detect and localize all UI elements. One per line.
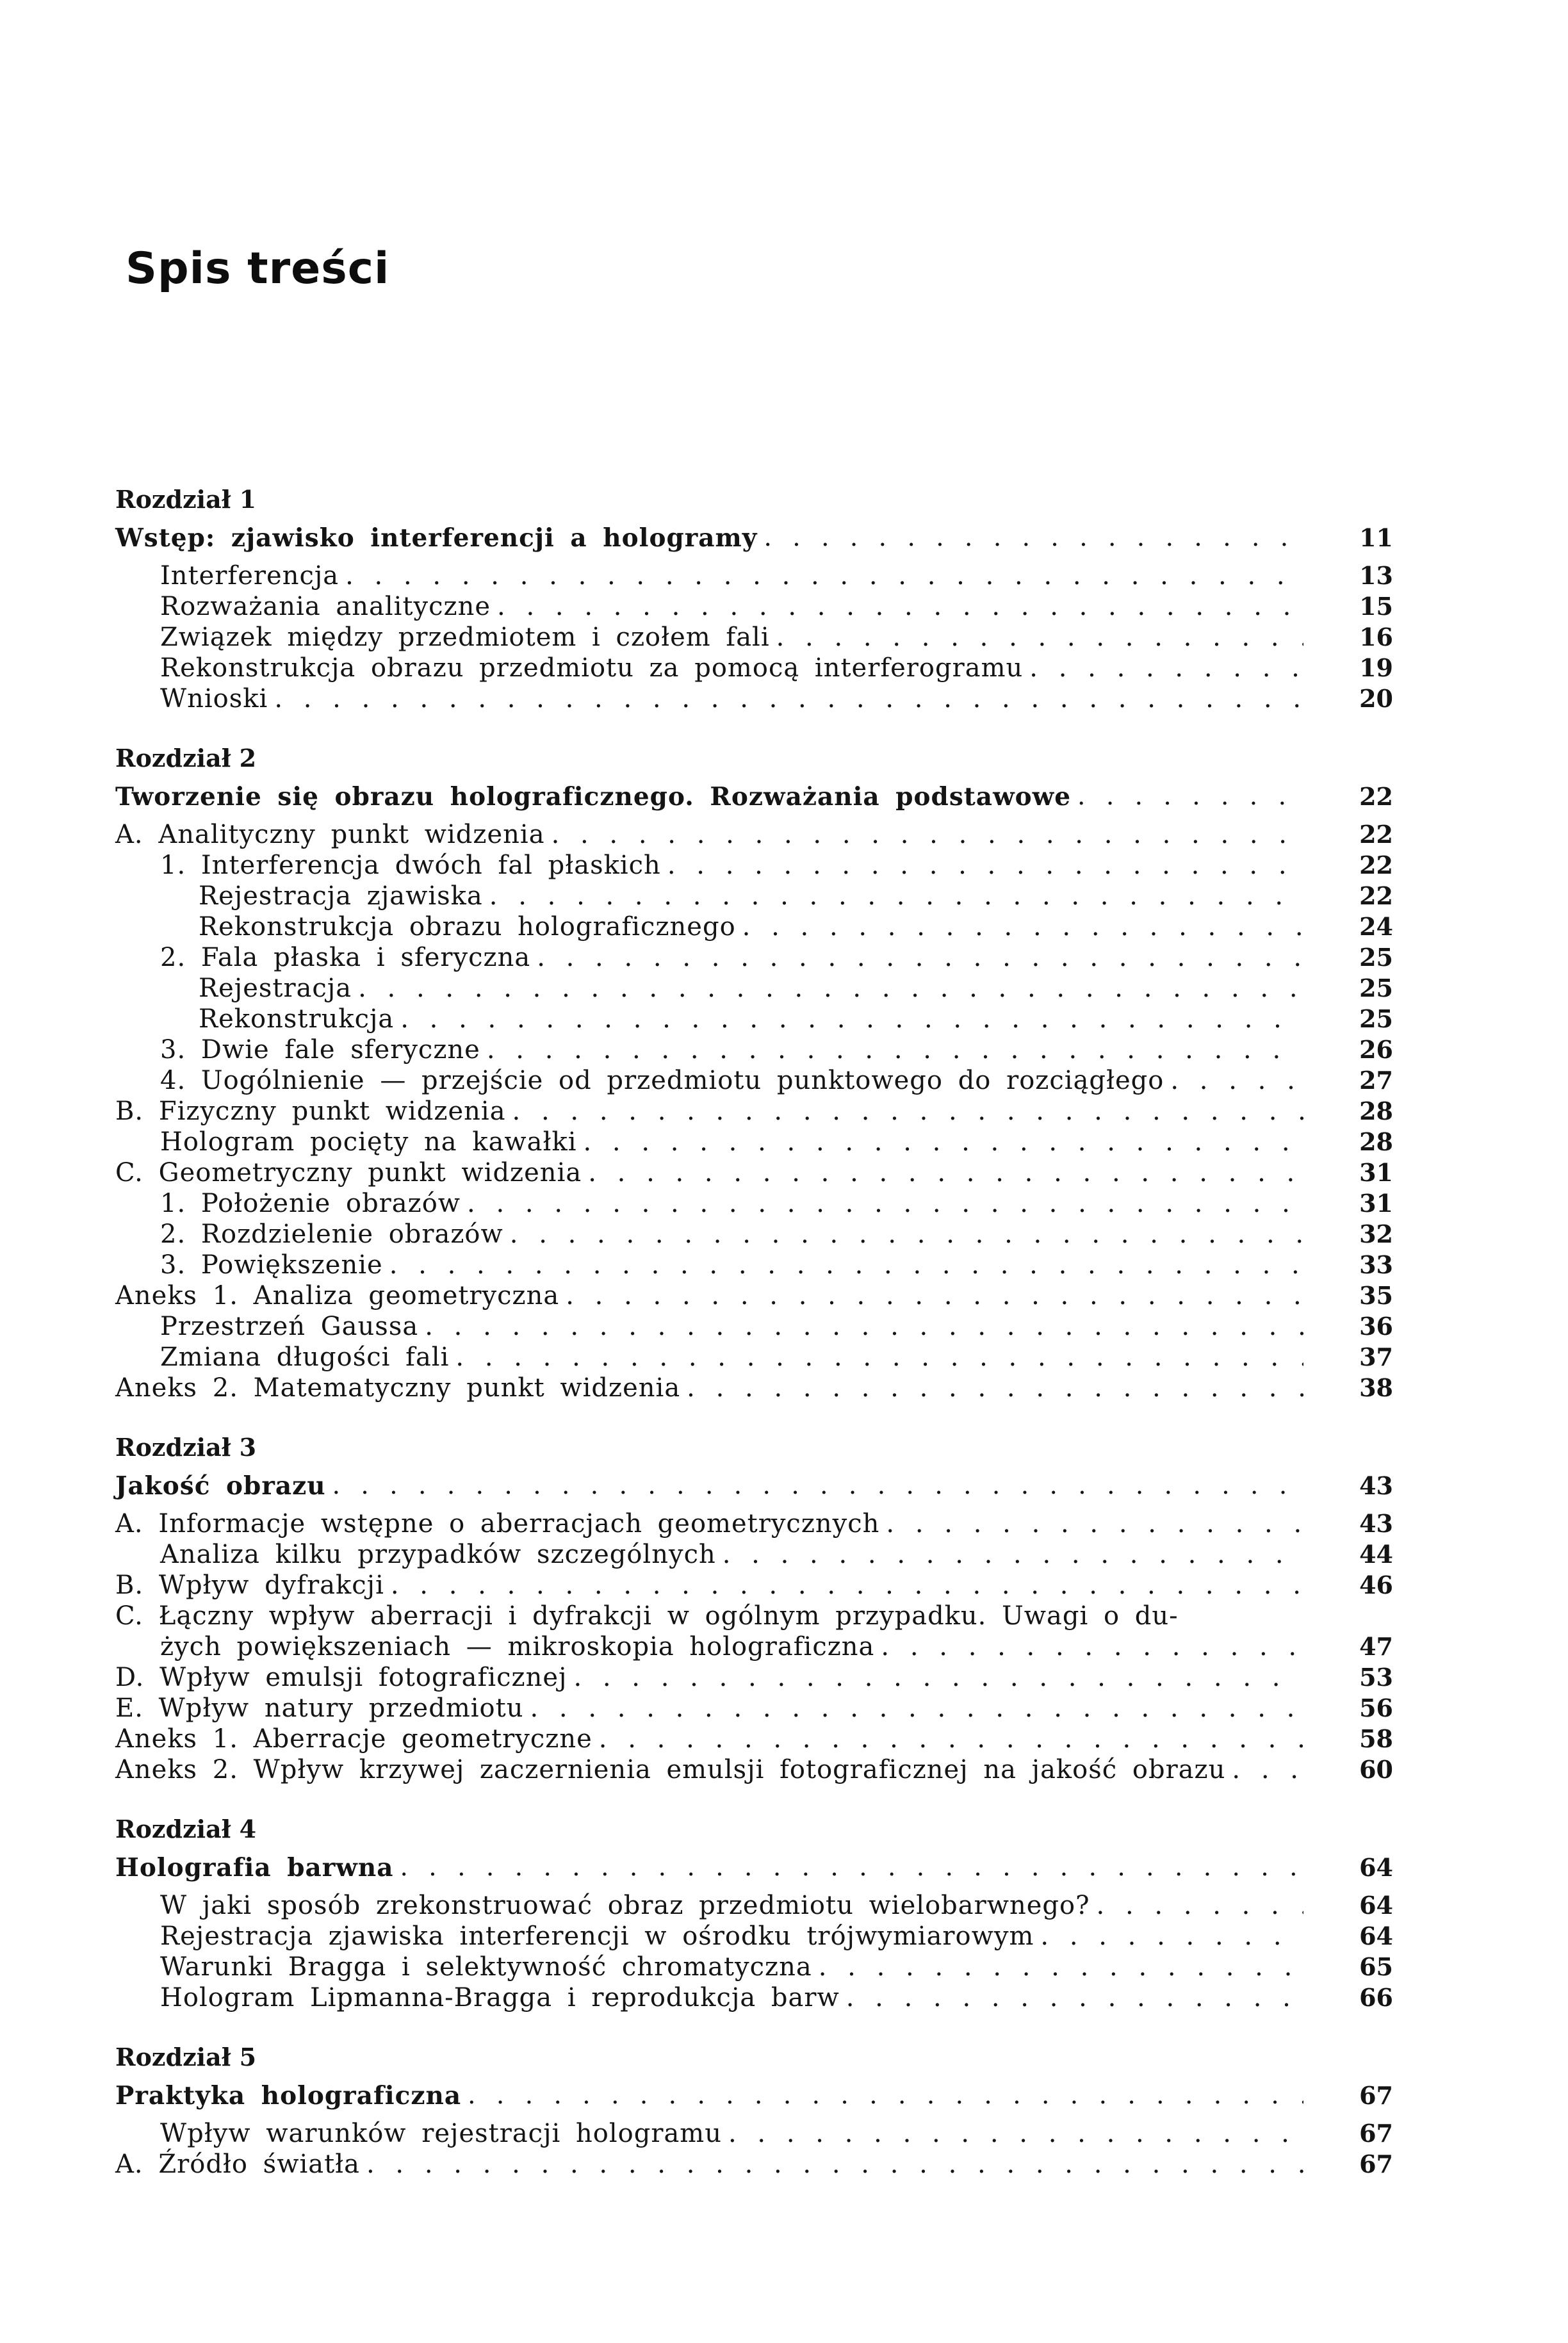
toc-entry[interactable]: [115, 850, 1393, 881]
entry-title: D. Wpływ emulsji fotograficznej: [115, 1663, 568, 1692]
page-number: 44: [1359, 1540, 1393, 1569]
toc-entry[interactable]: [115, 1342, 1393, 1373]
entry-title: B. Fizyczny punkt widzenia: [115, 1097, 506, 1126]
entry-title: Wnioski: [160, 684, 268, 714]
entry-title: C. Geometryczny punkt widzenia: [115, 1158, 582, 1188]
toc-entry[interactable]: [115, 1921, 1393, 1952]
page-number: 56: [1359, 1694, 1393, 1722]
page-number: 46: [1359, 1571, 1393, 1599]
page-number: 26: [1359, 1035, 1393, 1064]
table-of-contents: [115, 484, 1393, 2208]
toc-entry[interactable]: [115, 1693, 1393, 1724]
page-number: 27: [1359, 1066, 1393, 1095]
entry-title: Rekonstrukcja obrazu przedmiotu za pomocą interferogramu: [160, 653, 1024, 683]
toc-entry[interactable]: [115, 622, 1393, 653]
toc-entry[interactable]: [115, 1982, 1393, 2013]
leader-dots: [599, 1724, 1303, 1754]
entry-title: Jakość obrazu: [115, 1471, 326, 1501]
chapter-title-entry[interactable]: [115, 2073, 1393, 2118]
toc-entry[interactable]: [115, 881, 1393, 911]
leader-dots: [487, 1034, 1303, 1065]
page-number: 11: [1359, 523, 1393, 552]
page-number: 33: [1359, 1250, 1393, 1279]
page-number: 37: [1359, 1343, 1393, 1371]
page-number: 16: [1359, 623, 1393, 651]
leader-dots: [274, 683, 1303, 714]
toc-entry[interactable]: [115, 1890, 1393, 1921]
leader-dots: [366, 2149, 1303, 2180]
toc-entry[interactable]: [115, 973, 1393, 1004]
toc-entry[interactable]: [115, 1065, 1393, 1096]
leader-dots: [400, 1845, 1303, 1890]
page-number: 66: [1359, 1983, 1393, 2012]
entry-title: Interferencja: [160, 561, 339, 591]
toc-entry[interactable]: [115, 2118, 1393, 2149]
toc-entry[interactable]: [115, 1157, 1393, 1188]
leader-dots: [728, 2118, 1303, 2149]
toc-entry[interactable]: [115, 591, 1393, 622]
leader-dots: [584, 1127, 1304, 1157]
leader-dots: [1040, 1921, 1303, 1952]
page-number: 53: [1359, 1663, 1393, 1692]
leader-dots: [667, 850, 1303, 881]
entry-title: A. Źródło światła: [115, 2150, 360, 2179]
leader-dots: [723, 1539, 1303, 1570]
chapter-title-entry[interactable]: [115, 1845, 1393, 1890]
chapter-label: Rozdział 5: [115, 2043, 257, 2071]
page-number: 22: [1359, 881, 1393, 910]
entry-title: żych powiększeniach — mikroskopia holograficzna: [160, 1632, 875, 1661]
chapter-section: [115, 742, 1393, 1403]
page-number: 28: [1359, 1127, 1393, 1156]
entry-title: Hologram Lipmanna-Bragga i reprodukcja barw: [160, 1983, 840, 2012]
entry-title: 1. Interferencja dwóch fal płaskich: [160, 851, 661, 880]
entry-title: Tworzenie się obrazu holograficznego. Rozważania podstawowe: [115, 782, 1072, 812]
toc-entry[interactable]: [115, 1601, 1393, 1631]
entry-title: 4. Uogólnienie — przejście od przedmiotu punktowego do rozciągłego: [160, 1066, 1164, 1095]
page-number: 38: [1359, 1373, 1393, 1402]
chapter-title-entry[interactable]: [115, 774, 1393, 819]
page-number: 35: [1359, 1281, 1393, 1310]
toc-entry[interactable]: [115, 1280, 1393, 1311]
entry-title: Warunki Bragga i selektywność chromatyczna: [160, 1952, 812, 1982]
leader-dots: [1077, 774, 1303, 819]
entry-title: 2. Fala płaska i sferyczna: [160, 943, 531, 972]
chapter-section: [115, 1813, 1393, 2013]
entry-title: Aneks 1. Analiza geometryczna: [115, 1281, 560, 1310]
entry-title: Aneks 2. Matematyczny punkt widzenia: [115, 1373, 681, 1403]
leader-dots: [687, 1373, 1303, 1403]
leader-dots: [512, 1096, 1303, 1127]
leader-dots: [846, 1982, 1303, 2013]
page-number: 15: [1359, 592, 1393, 621]
page-number: 43: [1359, 1471, 1393, 1500]
entry-title: E. Wpływ natury przedmiotu: [115, 1694, 524, 1723]
entry-title: A. Analityczny punkt widzenia: [115, 820, 545, 849]
page-number: 22: [1359, 851, 1393, 879]
toc-entry[interactable]: [115, 1373, 1393, 1403]
toc-entry[interactable]: [115, 1754, 1393, 1785]
page-number: 58: [1359, 1724, 1393, 1753]
entry-title: Analiza kilku przypadków szczególnych: [160, 1540, 716, 1569]
chapter-section: [115, 484, 1393, 714]
page-number: 25: [1359, 1004, 1393, 1033]
entry-title: 1. Położenie obrazów: [160, 1189, 461, 1218]
leader-dots: [819, 1952, 1303, 1982]
entry-title: Holografia barwna: [115, 1853, 394, 1882]
leader-dots: [510, 1219, 1303, 1250]
page-number: 67: [1359, 2150, 1393, 2178]
entry-title: Związek między przedmiotem i czołem fali: [160, 623, 770, 652]
page-number: 64: [1359, 1922, 1393, 1950]
page-number: 25: [1359, 974, 1393, 1002]
leader-dots: [881, 1631, 1303, 1662]
entry-title: Rekonstrukcja obrazu holograficznego: [199, 912, 736, 942]
entry-title: Rekonstrukcja: [199, 1004, 395, 1034]
entry-title: Rozważania analityczne: [160, 592, 491, 621]
toc-entry[interactable]: [115, 1662, 1393, 1693]
entry-title: Zmiana długości fali: [160, 1343, 450, 1372]
toc-entry[interactable]: [115, 1034, 1393, 1065]
entry-title: Praktyka holograficzna: [115, 2081, 462, 2110]
toc-entry[interactable]: [115, 1952, 1393, 1982]
page-number: 20: [1359, 684, 1393, 713]
toc-entry[interactable]: [115, 560, 1393, 591]
page-number: 22: [1359, 820, 1393, 849]
entry-title: 2. Rozdzielenie obrazów: [160, 1220, 503, 1249]
page-number: 47: [1359, 1632, 1393, 1661]
page-number: 31: [1359, 1158, 1393, 1187]
page-number: 31: [1359, 1189, 1393, 1218]
page-number: 65: [1359, 1952, 1393, 1981]
page-number: 24: [1359, 912, 1393, 941]
page-number: 32: [1359, 1220, 1393, 1248]
page-number: 43: [1359, 1509, 1393, 1538]
leader-dots: [497, 591, 1303, 622]
entry-title: C. Łączny wpływ aberracji i dyfrakcji w ogólnym przypadku. Uwagi o du-: [115, 1601, 1179, 1631]
toc-entry[interactable]: [115, 683, 1393, 714]
leader-dots: [389, 1250, 1303, 1280]
page-number: 36: [1359, 1312, 1393, 1341]
leader-dots: [358, 973, 1303, 1004]
leader-dots: [1097, 1890, 1303, 1921]
page-number: 64: [1359, 1891, 1393, 1920]
toc-entry[interactable]: [115, 1724, 1393, 1754]
toc-entry[interactable]: [115, 1508, 1393, 1539]
entry-title: Rejestracja: [199, 974, 352, 1003]
page-number: 22: [1359, 782, 1393, 811]
chapter-title-entry[interactable]: [115, 516, 1393, 560]
leader-dots: [425, 1311, 1303, 1342]
leader-dots: [886, 1508, 1303, 1539]
chapter-label: Rozdział 2: [115, 744, 257, 772]
entry-title: Rejestracja zjawiska: [199, 881, 483, 911]
entry-title: 3. Powiększenie: [160, 1250, 383, 1280]
toc-entry[interactable]: [115, 942, 1393, 973]
leader-dots: [588, 1157, 1303, 1188]
entry-title: B. Wpływ dyfrakcji: [115, 1571, 384, 1600]
entry-title: Wstęp: zjawisko interferencji a hologramy: [115, 523, 758, 553]
page-number: 60: [1359, 1755, 1393, 1784]
page-number: 64: [1359, 1853, 1393, 1882]
leader-dots: [400, 1004, 1303, 1034]
chapter-section: [115, 2041, 1393, 2180]
chapter-section: [115, 1432, 1393, 1785]
toc-entry[interactable]: [115, 1631, 1393, 1662]
leader-dots: [776, 622, 1303, 653]
toc-entry[interactable]: [115, 1188, 1393, 1219]
entry-title: A. Informacje wstępne o aberracjach geometrycznych: [115, 1509, 880, 1539]
chapter-label: Rozdział 3: [115, 1433, 257, 1462]
leader-dots: [1232, 1754, 1303, 1785]
entry-title: Wpływ warunków rejestracji hologramu: [160, 2119, 722, 2148]
entry-title: Aneks 2. Wpływ krzywej zaczernienia emulsji fotograficznej na jakość obrazu: [115, 1755, 1226, 1784]
chapter-label: Rozdział 4: [115, 1815, 257, 1843]
leader-dots: [551, 819, 1303, 850]
leader-dots: [764, 516, 1303, 560]
toc-entry[interactable]: [115, 1127, 1393, 1157]
toc-entry[interactable]: [115, 1311, 1393, 1342]
toc-entry[interactable]: [115, 1539, 1393, 1570]
toc-entry[interactable]: [115, 819, 1393, 850]
chapter-title-entry[interactable]: [115, 1464, 1393, 1508]
leader-dots: [489, 881, 1303, 911]
entry-title: Hologram pocięty na kawałki: [160, 1127, 577, 1157]
toc-entry[interactable]: [115, 1250, 1393, 1280]
leader-dots: [537, 942, 1303, 973]
leader-dots: [566, 1280, 1303, 1311]
entry-title: 3. Dwie fale sferyczne: [160, 1035, 480, 1065]
toc-entry[interactable]: [115, 2149, 1393, 2180]
leader-dots: [391, 1570, 1303, 1601]
entry-title: Rejestracja zjawiska interferencji w ośrodku trójwymiarowym: [160, 1922, 1034, 1951]
toc-entry[interactable]: [115, 653, 1393, 683]
leader-dots: [742, 911, 1303, 942]
leader-dots: [1170, 1065, 1303, 1096]
toc-entry[interactable]: [115, 1004, 1393, 1034]
toc-entry[interactable]: [115, 911, 1393, 942]
page-number: 67: [1359, 2081, 1393, 2110]
entry-title: Aneks 1. Aberracje geometryczne: [115, 1724, 592, 1754]
leader-dots: [468, 2073, 1303, 2118]
leader-dots: [530, 1693, 1303, 1724]
leader-dots: [467, 1188, 1303, 1219]
page-number: 28: [1359, 1097, 1393, 1125]
page-number: 67: [1359, 2119, 1393, 2148]
entry-title: W jaki sposób zrekonstruować obraz przedmiotu wielobarwnego?: [160, 1891, 1090, 1920]
page-number: 25: [1359, 943, 1393, 972]
leader-dots: [345, 560, 1303, 591]
page-number: 19: [1359, 653, 1393, 682]
leader-dots: [573, 1662, 1303, 1693]
toc-entry[interactable]: [115, 1219, 1393, 1250]
leader-dots: [1029, 653, 1303, 683]
leader-dots: [455, 1342, 1303, 1373]
toc-entry[interactable]: [115, 1570, 1393, 1601]
entry-title: Przestrzeń Gaussa: [160, 1312, 419, 1341]
chapter-label: Rozdział 1: [115, 485, 257, 514]
page-title: Spis treści: [126, 243, 390, 294]
leader-dots: [332, 1464, 1303, 1508]
page-number: 13: [1359, 561, 1393, 590]
toc-entry[interactable]: [115, 1096, 1393, 1127]
